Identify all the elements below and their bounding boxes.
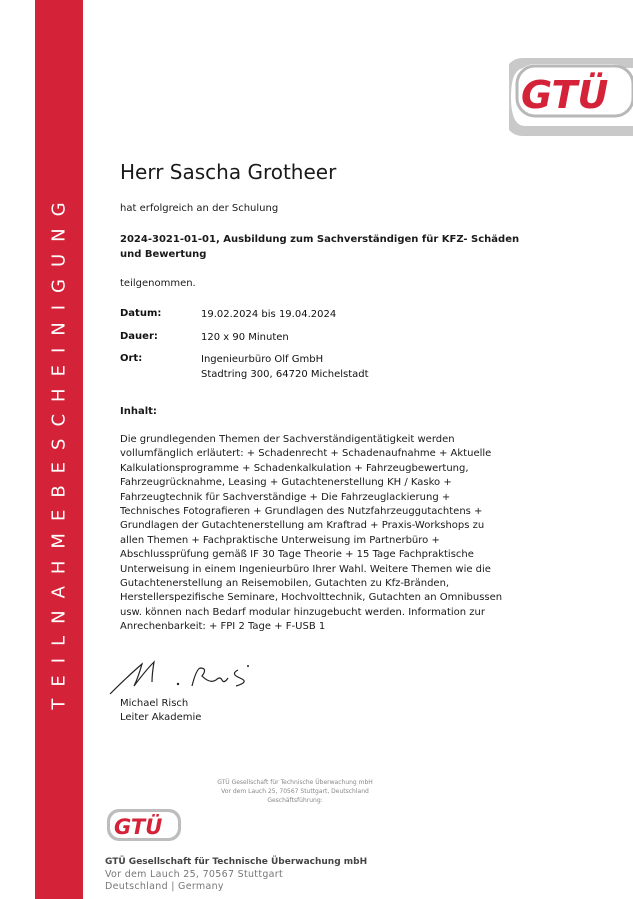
date-label: Datum: (120, 308, 162, 319)
intro-text: hat erfolgreich an der Schulung (120, 203, 279, 214)
svg-text:GTÜ: GTÜ (521, 73, 609, 117)
content-line: usw. können nach Bedarf modular hinzugebucht werden. Information zur (120, 606, 485, 618)
duration-label: Dauer: (120, 331, 158, 342)
footer-small-line: Geschäftsführung: (267, 797, 323, 804)
footer-company: GTÜ Gesellschaft für Technische Überwachung mbH (105, 857, 368, 867)
date-value: 19.02.2024 bis 19.04.2024 (201, 309, 337, 320)
content-line: Gutachtenerstellung an Reisemobilen, Gutachten zu Kfz-Bränden, (120, 578, 450, 590)
content-body (120, 433, 520, 635)
content-line: Unterweisung in einem Ingenieurbüro Ihrer Wahl. Weitere Themen wie die (120, 563, 491, 575)
content-line: Abschlussprüfung gemäß IF 30 Tage Theorie + 15 Tage Fachpraktische (120, 549, 474, 561)
content-line: Herstellerspezifische Seminare, Hochvolttechnik, Gutachten an Omnibussen (120, 592, 503, 604)
footer-small-line: GTÜ Gesellschaft für Technische Überwachung mbH (217, 779, 373, 786)
content-line: Fahrzeugtechnik für Sachverständige + Die Fahrzeuglackierung + (120, 491, 451, 503)
signatory-title: Leiter Akademie (120, 712, 202, 723)
content-line: Fahrzeugrücknahme, Leasing + Gutachtenerstellung KH / Kasko + (120, 477, 452, 489)
gtu-logo-small (106, 808, 182, 842)
content-line: Kalkulationsprogramme + Schadenkalkulation + Fahrzeugbewertung, (120, 462, 469, 474)
content-line: Technisches Fotografieren + Grundlagen des Nutzfahrzeuggutachtens + (120, 506, 483, 518)
location-line1: Ingenieurbüro Olf GmbH (201, 354, 324, 365)
content-line: Grundlagen der Gutachtenerstellung am Kraftrad + Praxis-Workshops zu (120, 520, 485, 532)
location-line2: Stadtring 300, 64720 Michelstadt (201, 369, 369, 380)
footer-address: Vor dem Lauch 25, 70567 Stuttgart (105, 869, 284, 880)
location-label: Ort: (120, 353, 143, 364)
content-line: Die grundlegenden Themen der Sachverständigentätigkeit werden (120, 434, 455, 445)
footer-small-line: Vor dem Lauch 25, 70567 Stuttgart, Deutschland (221, 788, 369, 795)
recipient-name: Herr Sascha Grotheer (120, 160, 337, 184)
content-line: vollumfänglich erläutert: + Schadenrecht + Schadenaufnahme + Aktuelle (120, 448, 492, 460)
content-line: allen Themen + Fachpraktische Unterweisung im Partnerbüro + (120, 534, 440, 546)
content-heading: Inhalt: (120, 406, 157, 417)
signatory-name: Michael Risch (120, 698, 189, 709)
content-line: Anrechenbarkeit: + FPI 2 Tage + F-USB 1 (120, 621, 326, 633)
duration-value: 120 x 90 Minuten (201, 332, 289, 343)
gtu-logo (509, 58, 633, 136)
signature (108, 656, 268, 698)
footer-country: Deutschland | Germany (105, 881, 224, 892)
course-title: 2024-3021-01-01, Ausbildung zum Sachverständigen für KFZ- Schäden und Bewertung (120, 234, 520, 260)
certificate-type-title: TEILNAHMEBESCHEINIGUNG (48, 190, 70, 710)
participated-text: teilgenommen. (120, 278, 196, 289)
svg-text:GTÜ: GTÜ (114, 815, 163, 839)
